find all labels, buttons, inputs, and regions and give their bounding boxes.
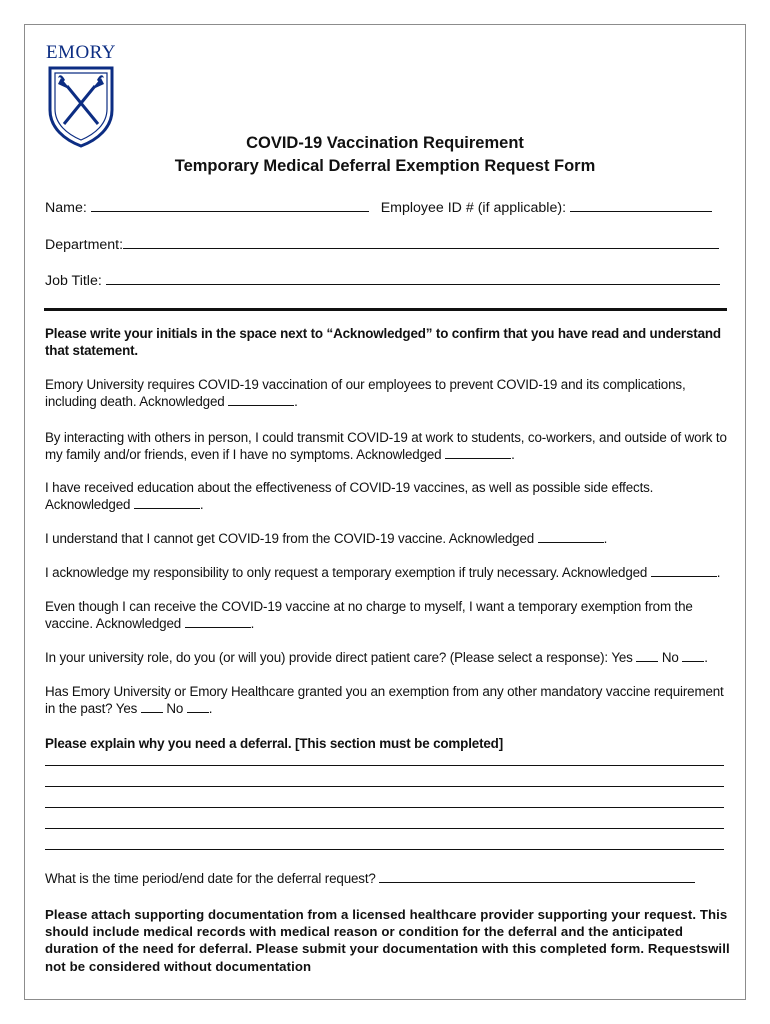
yes-answer-field[interactable]	[141, 700, 163, 713]
explain-heading: Please explain why you need a deferral. [This section must be completed]	[45, 736, 504, 751]
prior-exemption-question	[45, 683, 730, 717]
question-end: .	[704, 650, 708, 665]
no-answer-field[interactable]	[187, 700, 209, 713]
job-title-row	[45, 270, 720, 289]
explanation-line[interactable]	[45, 828, 724, 829]
employee-id-field[interactable]	[570, 197, 712, 212]
patient-care-question	[45, 649, 730, 666]
statement-end: .	[199, 497, 204, 512]
initials-instructions: Please write your initials in the space next to “Acknowledged” to confirm that you have read and understand that statement.	[45, 326, 721, 358]
statement-end: .	[250, 616, 255, 631]
emory-logo	[44, 42, 118, 148]
statement-end: .	[603, 531, 608, 546]
acknowledged-initials-field[interactable]	[228, 393, 294, 406]
statement-text: Even though I can receive the COVID-19 vaccine at no charge to myself, I want a temporary exemption from the vaccine. Acknowledged	[45, 599, 693, 631]
name-row	[45, 197, 712, 216]
statement-6	[45, 598, 730, 632]
acknowledged-initials-field[interactable]	[538, 530, 604, 543]
statement-text: By interacting with others in person, I could transmit COVID-19 at work to students, co-workers, and outside of work to my family and/or friends, even if I have no symptoms. Acknowledged	[45, 430, 727, 462]
statement-end: .	[294, 394, 298, 409]
explanation-line[interactable]	[45, 786, 724, 787]
logo-wordmark: EMORY	[45, 42, 117, 63]
acknowledged-initials-field[interactable]	[445, 446, 511, 459]
acknowledged-initials-field[interactable]	[651, 564, 717, 577]
no-label: No	[166, 701, 184, 716]
no-label: No	[661, 650, 679, 665]
name-label: Name:	[45, 200, 87, 216]
section-divider	[44, 308, 727, 311]
statement-2	[45, 429, 730, 463]
statement-end: .	[511, 447, 515, 462]
name-field[interactable]	[91, 197, 369, 212]
time-period-field[interactable]	[379, 870, 695, 883]
question-text: Has Emory University or Emory Healthcare granted you an exemption from any other mandatory vaccine requirement in the past? Yes	[45, 684, 724, 716]
documentation-notice: Please attach supporting documentation from a licensed healthcare provider supporting your request. This should include medical records with medical reason or condition for the deferral and the anticipated duration of the need for deferral. Please submit your documentation with this completed form. Requestswill not be considered without documentation	[45, 907, 730, 974]
statement-text: I acknowledge my responsibility to only request a temporary exemption if truly necessary. Acknowledged	[45, 565, 648, 580]
acknowledged-initials-field[interactable]	[134, 496, 200, 509]
time-period-row	[45, 870, 730, 887]
statement-3	[45, 479, 730, 513]
form-subtitle: Temporary Medical Deferral Exemption Request Form	[174, 157, 596, 175]
no-answer-field[interactable]	[682, 649, 704, 662]
department-row	[45, 234, 719, 253]
explanation-line[interactable]	[45, 849, 724, 850]
statement-text: I have received education about the effectiveness of COVID-19 vaccines, as well as possible side effects. Acknowledged	[45, 480, 654, 512]
job-title-field[interactable]	[106, 270, 720, 285]
statement-end: .	[716, 565, 721, 580]
explanation-line[interactable]	[45, 765, 724, 766]
explanation-line[interactable]	[45, 807, 724, 808]
yes-answer-field[interactable]	[636, 649, 658, 662]
department-label: Department:	[45, 237, 124, 253]
acknowledged-initials-field[interactable]	[185, 615, 251, 628]
statement-text: Emory University requires COVID-19 vaccination of our employees to prevent COVID-19 and its complications, including death. Acknowledged	[45, 377, 686, 409]
employee-id-label: Employee ID # (if applicable):	[380, 200, 567, 216]
question-text: In your university role, do you (or will you) provide direct patient care? (Please select a response): Yes	[45, 650, 633, 665]
statement-text: I understand that I cannot get COVID-19 from the COVID-19 vaccine. Acknowledged	[45, 531, 535, 546]
statement-4	[45, 530, 730, 547]
form-title: COVID-19 Vaccination Requirement	[246, 134, 524, 152]
statement-1	[45, 376, 730, 410]
department-field[interactable]	[123, 234, 719, 249]
time-period-label: What is the time period/end date for the deferral request?	[45, 871, 376, 886]
job-title-label: Job Title:	[45, 273, 102, 289]
question-end: .	[208, 701, 213, 716]
statement-5	[45, 564, 730, 581]
